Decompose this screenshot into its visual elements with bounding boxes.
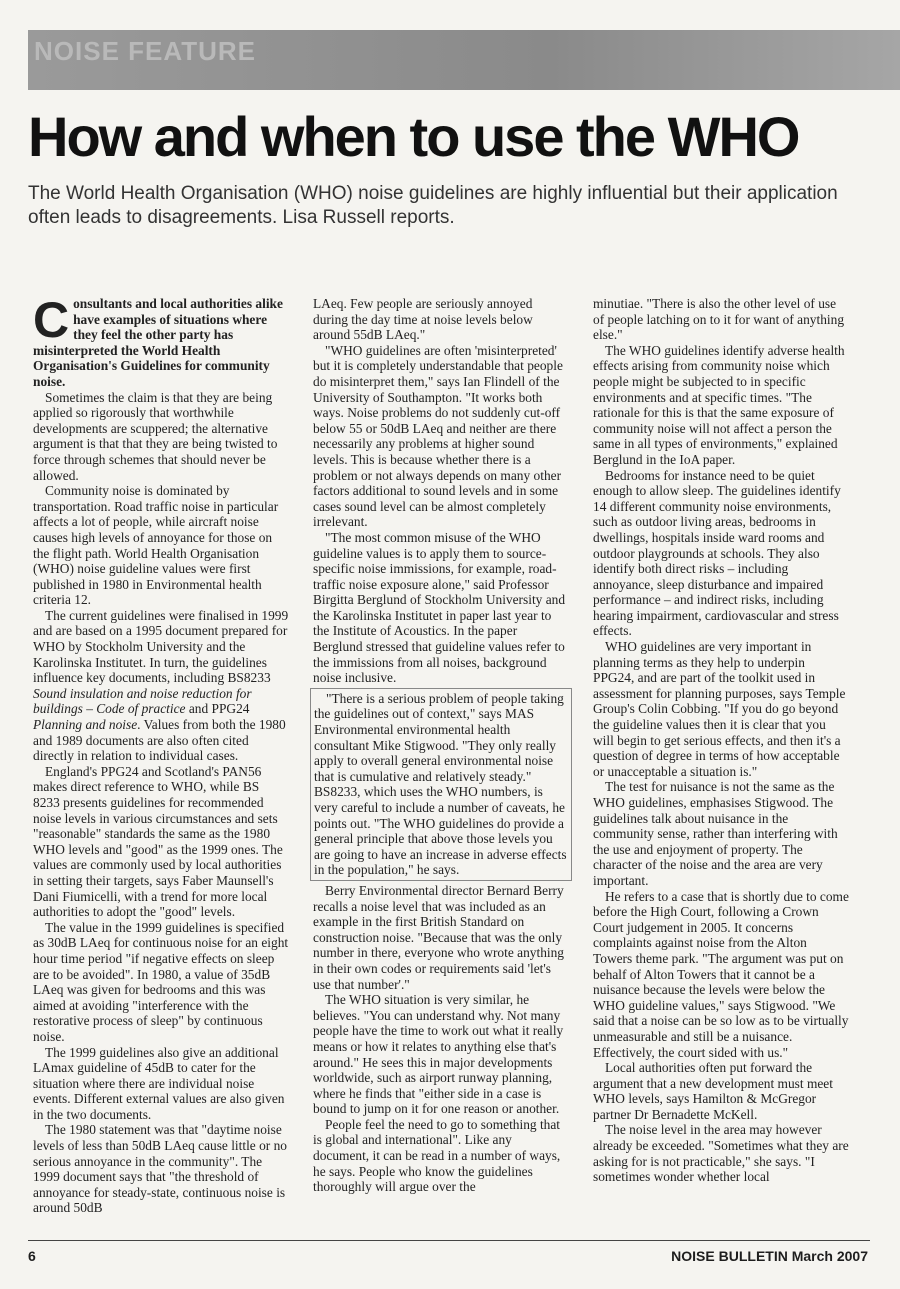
paragraph: England's PPG24 and Scotland's PAN56 makes direct reference to WHO, while BS 8233 presents guidelines for recommended noise levels in various circumstances and sets "reasonable" standards the same as the 1980 WHO levels and "good" as the 1999 ones. The values are commonly used by local authorities in setting their targets, says Faber Maunsell's Dani Fiumicelli, with a trend for more local authorities to adopt the "good" levels.: [33, 763, 283, 920]
paragraph: Berry Environmental director Bernard Berry recalls a noise level that was included as an example in the first British Standard on construction noise. "Because that was the only number in there, everyone who wrote anything in their own codes or requirements said 'let's use that number'.": [313, 882, 564, 992]
article-column-3: [593, 296, 849, 1185]
paragraph: minutiae. "There is also the other level of use of people latching on to it for want of anything else.": [593, 296, 845, 343]
paragraph: The WHO situation is very similar, he believes. "You can understand why. Not many people have the time to work out what it really means or how it relates to anything else that's around." He sees this in major developments worldwide, such as airport runway planning, where he finds that "either side in a case is bound to jump on it for one reason or another.: [313, 992, 564, 1117]
paragraph: Community noise is dominated by transportation. Road traffic noise in particular affects a lot of people, while aircraft noise causes high levels of annoyance for those on the flight path. World Health Organisation (WHO) noise guideline values were first published in 1980 in Environmental health criteria 12.: [33, 483, 279, 608]
paragraph: Local authorities often put forward the argument that a new development must meet WHO levels, says Hamilton & McGregor partner Dr Bernadette McKell.: [593, 1060, 833, 1122]
footer-rule: [28, 1240, 870, 1241]
paragraph: The current guidelines were finalised in 1999 and are based on a 1995 document prepared for WHO by Stockholm University and the Karolinska Institutet. In turn, the guidelines influence key documents, including BS8233 Sound insulation and noise reduction for buildings – Code of practice and PPG24 Planning and noise. Values from both the 1980 and 1989 documents are also often cited directly in relation to individual cases.: [33, 607, 289, 764]
paragraph: The 1999 guidelines also give an additional LAmax guideline of 45dB to cater for the situation where there are individual noise events. Different external values are also given in the two documents.: [33, 1044, 285, 1122]
paragraph: "The most common misuse of the WHO guideline values is to apply them to source-specific noise immissions, for example, road-traffic noise exposure alone," said Professor Birgitta Berglund of Stockholm University and the Karolinska Institutet in paper last year to the Institute of Acoustics. In the paper Berglund stressed that guideline values refer to the immissions from all noises, background noise inclusive.: [313, 529, 566, 686]
section-banner: [28, 30, 900, 90]
article-column-2: [313, 296, 569, 1195]
paragraph: The noise level in the area may however already be exceeded. "Sometimes what they are asking for is not practicable," she says. "I sometimes wonder whether local: [593, 1122, 849, 1185]
article-title: How and when to use the WHO: [28, 105, 799, 168]
paragraph: The 1980 statement was that "daytime noise levels of less than 50dB LAeq cause little or no serious annoyance in the community". The 1999 document says that "the threshold of annoyance for steady-state, continuous noise is around 50dB: [33, 1122, 287, 1216]
paragraph: The WHO guidelines identify adverse health effects arising from community noise which people might be subjected to in specific environments and at specific times. "The rationale for this is that the same exposure of community noise will not affect a person the same in all types of environments," explained Berglund in the IoA paper.: [593, 342, 845, 467]
paragraph: "There is a serious problem of people taking the guidelines out of context," says MAS Environmental environmental health consultant Mike Stigwood. "They only really apply to overall general environmental noise that is cumulative and relatively steady." BS8233, which uses the WHO numbers, is very careful to include a number of caveats, he points out. "The WHO guidelines do provide a general principle that above those levels you are going to have an increase in adverse effects in the population," he says.: [314, 690, 567, 878]
paragraph: People feel the need to go to something that is global and international". Like any document, it can be read in a number of ways, he says. People who know the guidelines thoroughly will argue over the: [313, 1116, 561, 1195]
page-number: 6: [28, 1248, 36, 1264]
paragraph: Sometimes the claim is that they are being applied so rigorously that worthwhile developments are scuppered; the alternative argument is that that they are being twisted to force through schemes that should never be allowed.: [33, 389, 278, 483]
article-column-1: [33, 292, 289, 1216]
paragraph: The test for nuisance is not the same as the WHO guidelines, emphasises Stigwood. The guidelines talk about nuisance in the community sense, rather than interfering with the use and enjoyment of property. The character of the noise and the area are very important.: [593, 779, 838, 888]
paragraph: Bedrooms for instance need to be quiet enough to allow sleep. The guidelines identify 14 different community noise environments, such as outdoor living areas, bedrooms in dwellings, hospitals inside ward rooms and outdoor playgrounds at schools. They also identify both direct risks – including annoyance, sleep disturbance and impaired performance – and indirect risks, including hearing impairment, cardiovascular and stress effects.: [593, 467, 841, 639]
standfirst: The World Health Organisation (WHO) noise guidelines are highly influential but their application often leads to disagreements. Lisa Russell reports.: [28, 183, 838, 228]
paragraph: WHO guidelines are very important in planning terms as they help to underpin PPG24, and are part of the toolkit used in assessment for planning purposes, says Temple Group's Colin Cobbing. "If you do go beyond the guideline values then it is clear that you will begin to get serious effects, and then it's a question of degree in terms of how acceptable or unacceptable a situation is.": [593, 639, 846, 779]
section-label: NOISE FEATURE: [34, 36, 256, 66]
paragraph: He refers to a case that is shortly due to come before the High Court, following a Crown Court judgement in 2005. It concerns complaints against noise from the Alton Towers theme park. "The argument was put on behalf of Alton Towers that it cannot be a nuisance because the levels were below the WHO guideline values," says Stigwood. "We said that a noise can be so low as to be virtually unmeasurable and still be a nuisance. Effectively, the court sided with us.": [593, 888, 849, 1060]
paragraph: "WHO guidelines are often 'misinterpreted' but it is completely understandable that people do misinterpret them," says Ian Flindell of the University of Southampton. "It works both ways. Noise problems do not suddenly cut-off below 55 or 50dB LAeq and neither are there necessarily any problems at higher sound levels. This is because whether there is a problem or not always depends on many other factors additional to sound levels and in some cases sound level can be almost completely irrelevant.: [313, 342, 563, 530]
highlight-box: [310, 688, 572, 881]
paragraph: LAeq. Few people are seriously annoyed during the day time at noise levels below around 55dB LAeq.": [313, 296, 533, 343]
publication-footer: NOISE BULLETIN March 2007: [671, 1248, 868, 1264]
paragraph: The value in the 1999 guidelines is specified as 30dB LAeq for continuous noise for an eight hour time period "if negative effects on sleep are to be avoided". In 1980, a value of 35dB LAeq was given for bedrooms and this was aimed at avoiding "interference with the restorative process of sleep" by continuous noise.: [33, 919, 289, 1044]
drop-cap: C: [33, 292, 70, 348]
paragraph: Consultants and local authorities alike have examples of situations where they feel the other party has misinterpreted the World Health Organisation's Guidelines for community noise.: [33, 292, 283, 389]
